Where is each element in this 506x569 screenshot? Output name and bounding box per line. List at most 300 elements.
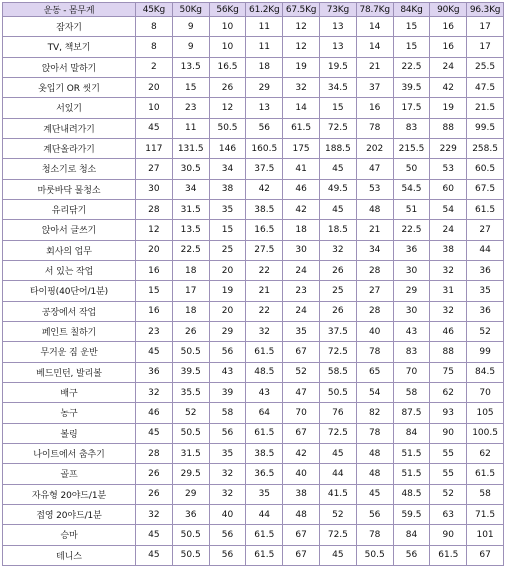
- calorie-value-cell: 48.5: [246, 362, 283, 382]
- calorie-value-cell: 28: [136, 443, 173, 463]
- calorie-value-cell: 28: [356, 301, 393, 321]
- calorie-value-cell: 16: [430, 17, 467, 37]
- calorie-value-cell: 15: [319, 98, 356, 118]
- calorie-value-cell: 39.5: [393, 77, 430, 97]
- activity-name-cell: 타이핑(40단어/1분): [3, 281, 136, 301]
- activity-name-cell: 앉아서 말하기: [3, 57, 136, 77]
- calorie-value-cell: 45: [319, 443, 356, 463]
- calorie-value-cell: 39: [209, 382, 246, 402]
- calorie-value-cell: 24: [283, 301, 320, 321]
- calorie-value-cell: 58.5: [319, 362, 356, 382]
- calorie-value-cell: 21: [356, 57, 393, 77]
- calorie-value-cell: 43: [393, 321, 430, 341]
- calorie-value-cell: 16: [356, 98, 393, 118]
- table-row: [3, 37, 504, 57]
- calorie-value-cell: 61.5: [246, 342, 283, 362]
- calorie-value-cell: 14: [356, 17, 393, 37]
- calorie-value-cell: 42: [283, 199, 320, 219]
- table-row: [3, 321, 504, 341]
- calorie-value-cell: 51.5: [393, 443, 430, 463]
- calorie-value-cell: 67.5: [467, 179, 504, 199]
- header-weight-cell: 78.7Kg: [356, 3, 393, 17]
- calorie-value-cell: 2: [136, 57, 173, 77]
- calorie-value-cell: 58: [467, 484, 504, 504]
- calorie-value-cell: 42: [246, 179, 283, 199]
- header-weight-cell: 45Kg: [136, 3, 173, 17]
- table-body: [3, 17, 504, 566]
- header-row: [3, 3, 504, 17]
- calorie-value-cell: 64: [246, 403, 283, 423]
- calorie-value-cell: 15: [209, 220, 246, 240]
- calorie-value-cell: 58: [209, 403, 246, 423]
- calorie-value-cell: 44: [467, 240, 504, 260]
- calorie-value-cell: 32: [283, 77, 320, 97]
- table-row: [3, 77, 504, 97]
- calorie-value-cell: 18: [172, 260, 209, 280]
- activity-name-cell: 테니스: [3, 545, 136, 565]
- calorie-value-cell: 53: [430, 159, 467, 179]
- calorie-value-cell: 38: [430, 240, 467, 260]
- calorie-value-cell: 14: [283, 98, 320, 118]
- calorie-value-cell: 13: [246, 98, 283, 118]
- activity-name-cell: 나이트에서 춤추기: [3, 443, 136, 463]
- calorie-value-cell: 21: [356, 220, 393, 240]
- calorie-value-cell: 59.5: [393, 504, 430, 524]
- calorie-value-cell: 90: [430, 525, 467, 545]
- calorie-value-cell: 34: [356, 240, 393, 260]
- calorie-value-cell: 41.5: [319, 484, 356, 504]
- table-row: [3, 545, 504, 565]
- calorie-value-cell: 71.5: [467, 504, 504, 524]
- calorie-value-cell: 36: [467, 260, 504, 280]
- calorie-value-cell: 16.5: [246, 220, 283, 240]
- calorie-value-cell: 78: [356, 342, 393, 362]
- activity-name-cell: 계단올라가기: [3, 138, 136, 158]
- calorie-value-cell: 62: [430, 382, 467, 402]
- calorie-value-cell: 38.5: [246, 199, 283, 219]
- activity-name-cell: 농구: [3, 403, 136, 423]
- calorie-value-cell: 13.5: [172, 57, 209, 77]
- activity-name-cell: 회사의 업무: [3, 240, 136, 260]
- activity-name-cell: 청소기로 청소: [3, 159, 136, 179]
- calorie-value-cell: 52: [283, 362, 320, 382]
- calorie-value-cell: 50.5: [172, 423, 209, 443]
- calorie-value-cell: 29: [172, 484, 209, 504]
- header-weight-cell: 56Kg: [209, 3, 246, 17]
- calorie-value-cell: 37.5: [319, 321, 356, 341]
- calorie-value-cell: 84: [393, 423, 430, 443]
- calorie-value-cell: 175: [283, 138, 320, 158]
- calorie-value-cell: 38: [209, 179, 246, 199]
- calorie-value-cell: 32: [246, 321, 283, 341]
- activity-name-cell: 서 있는 작업: [3, 260, 136, 280]
- calorie-value-cell: 10: [136, 98, 173, 118]
- activity-name-cell: 유리닦기: [3, 199, 136, 219]
- calorie-value-cell: 87.5: [393, 403, 430, 423]
- calorie-value-cell: 20: [209, 260, 246, 280]
- calorie-value-cell: 78: [356, 118, 393, 138]
- table-row: [3, 403, 504, 423]
- calorie-value-cell: 70: [393, 362, 430, 382]
- calorie-value-cell: 10: [209, 37, 246, 57]
- calorie-value-cell: 55: [430, 464, 467, 484]
- calorie-value-cell: 38: [283, 484, 320, 504]
- activity-name-cell: 볼링: [3, 423, 136, 443]
- calorie-value-cell: 61.5: [246, 545, 283, 565]
- header-corner-cell: 운동 - 몸무게: [3, 3, 136, 17]
- calorie-value-cell: 8: [136, 37, 173, 57]
- header-weight-cell: 96.3Kg: [467, 3, 504, 17]
- activity-name-cell: 접영 20야드/1분: [3, 504, 136, 524]
- calorie-value-cell: 101: [467, 525, 504, 545]
- calorie-value-cell: 48: [356, 199, 393, 219]
- activity-name-cell: 잠자기: [3, 17, 136, 37]
- calorie-value-cell: 13.5: [172, 220, 209, 240]
- calorie-value-cell: 60: [430, 179, 467, 199]
- calorie-value-cell: 36: [172, 504, 209, 524]
- calorie-value-cell: 84: [393, 525, 430, 545]
- calorie-value-cell: 45: [319, 545, 356, 565]
- calorie-value-cell: 28: [136, 199, 173, 219]
- activity-name-cell: 서있기: [3, 98, 136, 118]
- activity-name-cell: 골프: [3, 464, 136, 484]
- table-row: [3, 342, 504, 362]
- calorie-value-cell: 27: [356, 281, 393, 301]
- calorie-value-cell: 22.5: [172, 240, 209, 260]
- calorie-value-cell: 30: [393, 301, 430, 321]
- calorie-value-cell: 36: [393, 240, 430, 260]
- calorie-value-cell: 18: [283, 220, 320, 240]
- calorie-value-cell: 25: [319, 281, 356, 301]
- activity-name-cell: 앉아서 글쓰기: [3, 220, 136, 240]
- calorie-value-cell: 19: [283, 57, 320, 77]
- calorie-value-cell: 47.5: [467, 77, 504, 97]
- calorie-value-cell: 35.5: [172, 382, 209, 402]
- calorie-value-cell: 45: [136, 342, 173, 362]
- calorie-value-cell: 9: [172, 17, 209, 37]
- calorie-value-cell: 24: [430, 57, 467, 77]
- calorie-value-cell: 30: [136, 179, 173, 199]
- calorie-value-cell: 53: [356, 179, 393, 199]
- calorie-value-cell: 17.5: [393, 98, 430, 118]
- calorie-value-cell: 72.5: [319, 525, 356, 545]
- calorie-value-cell: 50.5: [356, 545, 393, 565]
- table-row: [3, 199, 504, 219]
- table-row: [3, 57, 504, 77]
- calorie-value-cell: 21.5: [467, 98, 504, 118]
- calorie-value-cell: 188.5: [319, 138, 356, 158]
- calorie-value-cell: 88: [430, 342, 467, 362]
- calorie-value-cell: 88: [430, 118, 467, 138]
- calorie-value-cell: 26: [136, 464, 173, 484]
- calorie-value-cell: 48: [356, 443, 393, 463]
- table-row: [3, 260, 504, 280]
- calorie-table: [2, 2, 504, 566]
- calorie-value-cell: 50.5: [172, 342, 209, 362]
- calorie-value-cell: 83: [393, 118, 430, 138]
- calorie-value-cell: 13: [319, 37, 356, 57]
- calorie-value-cell: 99: [467, 342, 504, 362]
- calorie-value-cell: 24: [283, 260, 320, 280]
- calorie-value-cell: 70: [467, 382, 504, 402]
- calorie-value-cell: 26: [172, 321, 209, 341]
- calorie-value-cell: 61.5: [467, 464, 504, 484]
- calorie-value-cell: 56: [209, 423, 246, 443]
- activity-name-cell: 승마: [3, 525, 136, 545]
- calorie-value-cell: 52: [172, 403, 209, 423]
- calorie-value-cell: 26: [136, 484, 173, 504]
- calorie-value-cell: 16: [136, 260, 173, 280]
- header-weight-cell: 90Kg: [430, 3, 467, 17]
- calorie-value-cell: 32: [319, 240, 356, 260]
- calorie-value-cell: 40: [356, 321, 393, 341]
- calorie-value-cell: 56: [393, 545, 430, 565]
- table-row: [3, 118, 504, 138]
- calorie-value-cell: 22.5: [393, 57, 430, 77]
- calorie-value-cell: 12: [283, 17, 320, 37]
- activity-name-cell: 옷입기 OR 씻기: [3, 77, 136, 97]
- calorie-value-cell: 30: [393, 260, 430, 280]
- table-row: [3, 443, 504, 463]
- activity-name-cell: 공장에서 작업: [3, 301, 136, 321]
- calorie-value-cell: 56: [209, 525, 246, 545]
- calorie-value-cell: 258.5: [467, 138, 504, 158]
- calorie-value-cell: 34: [172, 179, 209, 199]
- calorie-value-cell: 26: [319, 301, 356, 321]
- calorie-value-cell: 18.5: [319, 220, 356, 240]
- calorie-value-cell: 35: [283, 321, 320, 341]
- table-row: [3, 382, 504, 402]
- calorie-value-cell: 78: [356, 525, 393, 545]
- calorie-value-cell: 62: [467, 443, 504, 463]
- calorie-value-cell: 215.5: [393, 138, 430, 158]
- calorie-value-cell: 36: [467, 301, 504, 321]
- calorie-value-cell: 18: [246, 57, 283, 77]
- calorie-value-cell: 21: [246, 281, 283, 301]
- calorie-value-cell: 84.5: [467, 362, 504, 382]
- table-row: [3, 362, 504, 382]
- table-row: [3, 484, 504, 504]
- table-row: [3, 159, 504, 179]
- calorie-value-cell: 31.5: [172, 443, 209, 463]
- calorie-value-cell: 17: [467, 17, 504, 37]
- table-row: [3, 525, 504, 545]
- calorie-value-cell: 28: [356, 260, 393, 280]
- table-row: [3, 301, 504, 321]
- calorie-value-cell: 46: [136, 403, 173, 423]
- calorie-value-cell: 46: [283, 179, 320, 199]
- calorie-value-cell: 35: [209, 199, 246, 219]
- calorie-value-cell: 72.5: [319, 118, 356, 138]
- calorie-value-cell: 20: [209, 301, 246, 321]
- calorie-value-cell: 160.5: [246, 138, 283, 158]
- calorie-value-cell: 131.5: [172, 138, 209, 158]
- table-row: [3, 17, 504, 37]
- calorie-value-cell: 61.5: [246, 525, 283, 545]
- calorie-value-cell: 78: [356, 423, 393, 443]
- calorie-value-cell: 32: [430, 301, 467, 321]
- calorie-value-cell: 52: [467, 321, 504, 341]
- calorie-value-cell: 51.5: [393, 464, 430, 484]
- calorie-value-cell: 11: [172, 118, 209, 138]
- calorie-value-cell: 25: [209, 240, 246, 260]
- calorie-value-cell: 45: [356, 484, 393, 504]
- calorie-value-cell: 52: [319, 504, 356, 524]
- calorie-value-cell: 31: [430, 281, 467, 301]
- calorie-value-cell: 32: [136, 382, 173, 402]
- calorie-value-cell: 19: [209, 281, 246, 301]
- calorie-value-cell: 41: [283, 159, 320, 179]
- calorie-value-cell: 42: [430, 77, 467, 97]
- calorie-value-cell: 17: [467, 37, 504, 57]
- calorie-value-cell: 16: [136, 301, 173, 321]
- calorie-value-cell: 12: [283, 37, 320, 57]
- calorie-value-cell: 58: [393, 382, 430, 402]
- calorie-value-cell: 23: [136, 321, 173, 341]
- table-row: [3, 220, 504, 240]
- calorie-value-cell: 75: [430, 362, 467, 382]
- calorie-value-cell: 39.5: [172, 362, 209, 382]
- calorie-value-cell: 202: [356, 138, 393, 158]
- calorie-value-cell: 100.5: [467, 423, 504, 443]
- calorie-value-cell: 22.5: [393, 220, 430, 240]
- calorie-value-cell: 38.5: [246, 443, 283, 463]
- calorie-value-cell: 15: [136, 281, 173, 301]
- calorie-value-cell: 44: [246, 504, 283, 524]
- calorie-value-cell: 83: [393, 342, 430, 362]
- calorie-value-cell: 93: [430, 403, 467, 423]
- calorie-value-cell: 52: [430, 484, 467, 504]
- calorie-value-cell: 37: [356, 77, 393, 97]
- table-row: [3, 464, 504, 484]
- calorie-value-cell: 19: [430, 98, 467, 118]
- calorie-value-cell: 50.5: [172, 525, 209, 545]
- calorie-value-cell: 20: [136, 240, 173, 260]
- calorie-value-cell: 67: [283, 525, 320, 545]
- calorie-value-cell: 45: [136, 545, 173, 565]
- calorie-value-cell: 105: [467, 403, 504, 423]
- activity-name-cell: 마룻바닥 물청소: [3, 179, 136, 199]
- calorie-value-cell: 26: [319, 260, 356, 280]
- calorie-value-cell: 117: [136, 138, 173, 158]
- calorie-value-cell: 18: [172, 301, 209, 321]
- activity-name-cell: 무거운 짐 운반: [3, 342, 136, 362]
- calorie-value-cell: 27: [467, 220, 504, 240]
- calorie-value-cell: 13: [319, 17, 356, 37]
- calorie-value-cell: 42: [283, 443, 320, 463]
- calorie-value-cell: 29: [209, 321, 246, 341]
- calorie-value-cell: 35: [467, 281, 504, 301]
- calorie-value-cell: 25.5: [467, 57, 504, 77]
- calorie-value-cell: 30.5: [172, 159, 209, 179]
- activity-name-cell: 페인트 칠하기: [3, 321, 136, 341]
- calorie-value-cell: 17: [172, 281, 209, 301]
- table-row: [3, 138, 504, 158]
- calorie-value-cell: 35: [246, 484, 283, 504]
- calorie-value-cell: 56: [209, 342, 246, 362]
- calorie-value-cell: 37.5: [246, 159, 283, 179]
- calorie-value-cell: 40: [209, 504, 246, 524]
- calorie-value-cell: 36.5: [246, 464, 283, 484]
- calorie-value-cell: 61.5: [430, 545, 467, 565]
- calorie-value-cell: 10: [209, 17, 246, 37]
- calorie-value-cell: 45: [319, 199, 356, 219]
- calorie-value-cell: 54: [430, 199, 467, 219]
- header-weight-cell: 67.5Kg: [283, 3, 320, 17]
- table-row: [3, 240, 504, 260]
- calorie-value-cell: 30: [283, 240, 320, 260]
- calorie-value-cell: 82: [356, 403, 393, 423]
- calorie-value-cell: 26: [209, 77, 246, 97]
- activity-name-cell: 계단내려가기: [3, 118, 136, 138]
- calorie-value-cell: 99.5: [467, 118, 504, 138]
- calorie-value-cell: 32: [209, 464, 246, 484]
- calorie-value-cell: 56: [209, 545, 246, 565]
- calorie-value-cell: 23: [283, 281, 320, 301]
- calorie-value-cell: 11: [246, 37, 283, 57]
- calorie-value-cell: 48: [283, 504, 320, 524]
- table-row: [3, 179, 504, 199]
- calorie-value-cell: 14: [356, 37, 393, 57]
- calorie-value-cell: 12: [209, 98, 246, 118]
- calorie-value-cell: 61.5: [246, 423, 283, 443]
- activity-name-cell: 배구: [3, 382, 136, 402]
- calorie-value-cell: 61.5: [283, 118, 320, 138]
- activity-name-cell: TV, 책보기: [3, 37, 136, 57]
- calorie-value-cell: 90: [430, 423, 467, 443]
- calorie-value-cell: 50.5: [172, 545, 209, 565]
- calorie-value-cell: 8: [136, 17, 173, 37]
- calorie-value-cell: 46: [430, 321, 467, 341]
- calorie-value-cell: 48.5: [393, 484, 430, 504]
- calorie-value-cell: 45: [136, 423, 173, 443]
- calorie-value-cell: 72.5: [319, 342, 356, 362]
- calorie-value-cell: 16: [430, 37, 467, 57]
- calorie-value-cell: 67: [283, 342, 320, 362]
- calorie-value-cell: 20: [136, 77, 173, 97]
- calorie-value-cell: 11: [246, 17, 283, 37]
- calorie-value-cell: 60.5: [467, 159, 504, 179]
- calorie-value-cell: 27.5: [246, 240, 283, 260]
- calorie-value-cell: 67: [283, 423, 320, 443]
- calorie-value-cell: 47: [356, 159, 393, 179]
- calorie-value-cell: 54: [356, 382, 393, 402]
- header-weight-cell: 61.2Kg: [246, 3, 283, 17]
- calorie-value-cell: 36: [136, 362, 173, 382]
- calorie-value-cell: 24: [430, 220, 467, 240]
- calorie-value-cell: 32: [430, 260, 467, 280]
- calorie-value-cell: 27: [136, 159, 173, 179]
- calorie-value-cell: 48: [356, 464, 393, 484]
- calorie-value-cell: 70: [283, 403, 320, 423]
- header-weight-cell: 50Kg: [172, 3, 209, 17]
- calorie-value-cell: 50.5: [319, 382, 356, 402]
- calorie-value-cell: 12: [136, 220, 173, 240]
- calorie-value-cell: 34: [209, 159, 246, 179]
- header-weight-cell: 73Kg: [319, 3, 356, 17]
- table-row: [3, 281, 504, 301]
- calorie-value-cell: 50: [393, 159, 430, 179]
- calorie-value-cell: 31.5: [172, 199, 209, 219]
- calorie-value-cell: 47: [283, 382, 320, 402]
- calorie-value-cell: 19.5: [319, 57, 356, 77]
- calorie-value-cell: 29: [246, 77, 283, 97]
- calorie-value-cell: 29: [393, 281, 430, 301]
- calorie-value-cell: 63: [430, 504, 467, 524]
- table-row: [3, 504, 504, 524]
- calorie-value-cell: 65: [356, 362, 393, 382]
- calorie-value-cell: 22: [246, 260, 283, 280]
